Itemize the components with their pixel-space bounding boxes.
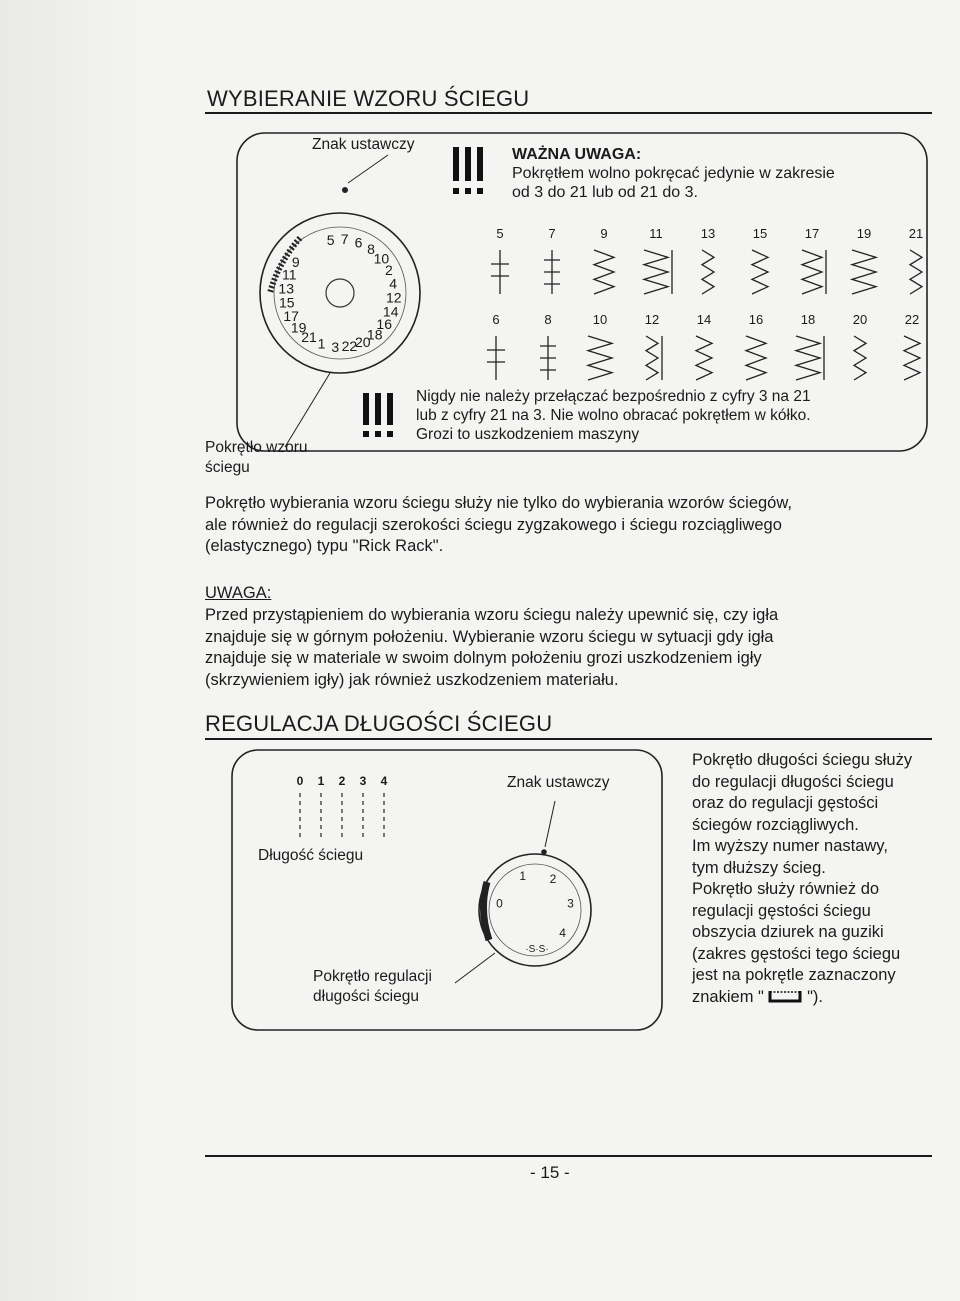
dial-label-line-2: ściegu xyxy=(205,459,250,476)
stitch-symbol xyxy=(540,336,556,380)
desc-line: tym dłuższy ścieg. xyxy=(692,858,826,877)
pattern-number: 20 xyxy=(852,312,868,327)
dial-number: 13 xyxy=(278,280,294,297)
setting-mark-pointer xyxy=(348,155,388,183)
warning-line-2: lub z cyfry 21 na 3. Nie wolno obracać pokrętłem w kółko. xyxy=(416,407,811,424)
knob-label-line-2: długości ściegu xyxy=(313,988,419,1005)
setting-mark-label: Znak ustawczy xyxy=(312,136,415,153)
section-title-pattern: WYBIERANIE WZORU ŚCIEGU xyxy=(207,86,530,111)
pattern-number: 10 xyxy=(592,312,608,327)
important-line-1: Pokrętłem wolno pokręcać jedynie w zakresie xyxy=(512,165,835,182)
dial-number: 1 xyxy=(317,335,326,352)
para-line: Pokrętło wybierania wzoru ściegu służy nie tylko do wybierania wzorów ściegów, xyxy=(205,494,792,512)
pattern-number: 13 xyxy=(700,226,716,241)
section-title-length: REGULACJA DŁUGOŚCI ŚCIEGU xyxy=(205,711,553,736)
page-margin-shadow xyxy=(0,0,150,1301)
dial-pointer-line xyxy=(285,373,330,447)
stitch-symbol xyxy=(491,250,509,294)
desc-line: do regulacji długości ściegu xyxy=(692,772,894,791)
stitch-symbol xyxy=(852,250,876,294)
important-title: WAŻNA UWAGA: xyxy=(512,146,642,163)
pattern-dial xyxy=(260,213,420,373)
stitch-symbol xyxy=(802,250,826,294)
pattern-number: 9 xyxy=(600,226,608,241)
dial-number: 20 xyxy=(355,333,371,350)
para-line: ale również do regulacji szerokości ściegu zygzakowego i ściegu rozciągliwego xyxy=(205,515,782,534)
stitch-symbol xyxy=(646,336,662,380)
stitch-symbol xyxy=(544,250,560,294)
note-paragraph xyxy=(205,605,778,691)
dial-number: 3 xyxy=(331,338,340,355)
scale-number: 1 xyxy=(317,774,325,788)
dial-number: 6 xyxy=(354,234,363,251)
stitch-symbol xyxy=(644,250,672,294)
length-scale-numbers xyxy=(297,774,388,788)
knob-number: 3 xyxy=(567,896,574,911)
dial-number: 19 xyxy=(290,319,307,336)
dial-number: 17 xyxy=(283,307,299,324)
desc-line: oraz do regulacji gęstości xyxy=(692,794,879,812)
desc-line: (zakres gęstości tego ściegu xyxy=(692,944,901,963)
stitch-symbol xyxy=(702,250,714,294)
desc-line: Im wyższy numer nastawy, xyxy=(692,837,888,855)
note-line: Przed przystąpieniem do wybierania wzoru ściegu należy upewnić się, czy igła xyxy=(205,606,779,624)
stitch-symbol xyxy=(904,336,920,380)
setting-mark-pointer-2 xyxy=(545,801,555,847)
page-number: - 15 - xyxy=(530,1163,570,1182)
stitch-symbol xyxy=(752,250,768,294)
dial-number: 2 xyxy=(385,262,393,279)
pattern-number: 18 xyxy=(800,312,816,327)
pattern-number: 17 xyxy=(804,226,820,241)
buttonhole-density-icon xyxy=(768,989,802,1003)
desc-last-prefix: znakiem " xyxy=(692,987,764,1006)
pattern-number: 12 xyxy=(644,312,660,327)
pattern-numbers-top xyxy=(496,226,923,241)
dial-center xyxy=(326,279,354,307)
pattern-number: 8 xyxy=(544,312,552,327)
pattern-paragraph xyxy=(205,493,792,558)
desc-line: Pokrętło służy również do xyxy=(692,880,880,898)
setting-mark-label-2: Znak ustawczy xyxy=(507,774,610,791)
dial-number: 15 xyxy=(279,294,295,311)
pattern-figure xyxy=(200,125,940,480)
knob-number: 0 xyxy=(496,896,503,911)
dial-number: 21 xyxy=(301,329,317,346)
stitch-symbol xyxy=(594,250,614,294)
para-line: (elastycznego) typu "Rick Rack". xyxy=(205,537,444,555)
setting-mark-dot xyxy=(342,187,348,193)
pattern-number: 6 xyxy=(492,312,500,327)
pattern-number: 22 xyxy=(904,312,920,327)
pattern-number: 11 xyxy=(649,226,663,241)
pattern-numbers-bottom xyxy=(492,312,919,327)
desc-line: obszycia dziurek na guziki xyxy=(692,923,884,941)
desc-line: Pokrętło długości ściegu służy xyxy=(692,751,913,769)
title-rule xyxy=(205,112,932,114)
pattern-number: 5 xyxy=(496,226,504,241)
note-line: znajduje się w materiale w swoim dolnym położeniu grozi uszkodzeniem igły xyxy=(205,649,762,667)
stitch-symbols-top xyxy=(491,250,922,294)
knob-number: 2 xyxy=(549,871,557,886)
stitch-symbol xyxy=(696,336,712,380)
stitch-symbol xyxy=(746,336,766,380)
warning-exclamation-icon xyxy=(363,393,393,437)
pattern-number: 21 xyxy=(908,226,924,241)
title-rule xyxy=(205,738,932,740)
stitch-symbol xyxy=(854,336,866,380)
dial-number: 14 xyxy=(382,303,399,320)
desc-line: ściegów rozciągliwych. xyxy=(692,815,859,834)
pattern-number: 19 xyxy=(856,226,872,241)
knob-ss-mark: ·S·S· xyxy=(525,944,549,955)
note-heading: UWAGA: xyxy=(205,584,272,602)
length-knob xyxy=(479,854,591,966)
note-line: (skrzywieniem igły) jak również uszkodzeniem materiału. xyxy=(205,670,619,689)
knob-grip xyxy=(483,882,489,940)
dial-number: 4 xyxy=(389,275,398,292)
knob-number: 4 xyxy=(559,926,566,941)
length-scale-ticks xyxy=(300,793,384,837)
knob-number: 1 xyxy=(519,869,527,884)
stitch-length-label: Długość ściegu xyxy=(258,847,364,864)
dial-number: 22 xyxy=(341,338,358,355)
dial-number: 11 xyxy=(282,266,297,283)
desc-last-line xyxy=(692,987,912,1009)
stitch-symbol xyxy=(910,250,922,294)
warning-line-1: Nigdy nie należy przełączać bezpośrednio z cyfry 3 na 21 xyxy=(416,388,811,405)
dial-number: 9 xyxy=(291,254,300,270)
length-description xyxy=(692,750,912,1008)
figure-frame xyxy=(232,750,662,1030)
dial-number: 18 xyxy=(366,326,383,343)
dial-number: 10 xyxy=(373,250,390,267)
length-figure xyxy=(200,745,680,1045)
pattern-number: 7 xyxy=(548,226,556,241)
dial-label-line-1: Pokrętło wzoru xyxy=(205,439,308,456)
stitch-symbol xyxy=(487,336,505,380)
scale-number: 3 xyxy=(359,774,367,788)
footer-rule xyxy=(205,1155,932,1157)
stitch-symbol xyxy=(588,336,612,380)
dial-number: 7 xyxy=(340,231,349,248)
stitch-symbol xyxy=(796,336,824,380)
note-line: znajduje się w górnym położeniu. Wybieranie wzoru ściegu w sytuacji gdy igła xyxy=(205,627,774,646)
scale-number: 2 xyxy=(338,774,346,788)
dial-number: 8 xyxy=(367,240,375,257)
desc-last-suffix: "). xyxy=(807,987,824,1006)
stitch-symbols-bottom xyxy=(487,336,920,380)
knob-pointer-line xyxy=(455,953,495,983)
desc-line: regulacji gęstości ściegu xyxy=(692,901,871,920)
important-line-2: od 3 do 21 lub od 21 do 3. xyxy=(512,184,698,201)
scale-number: 0 xyxy=(296,774,304,788)
pattern-number: 15 xyxy=(752,226,768,241)
pattern-number: 16 xyxy=(748,312,764,327)
dial-number: 5 xyxy=(326,231,335,248)
desc-line: jest na pokrętle zaznaczony xyxy=(692,966,896,984)
knob-label-line-1: Pokrętło regulacji xyxy=(313,968,432,985)
scale-number: 4 xyxy=(380,774,388,788)
dial-number: 12 xyxy=(386,289,402,306)
warning-line-3: Grozi to uszkodzeniem maszyny xyxy=(416,426,640,443)
exclamation-icon xyxy=(453,147,483,194)
dial-number: 16 xyxy=(376,316,392,332)
pattern-number: 14 xyxy=(696,312,712,327)
